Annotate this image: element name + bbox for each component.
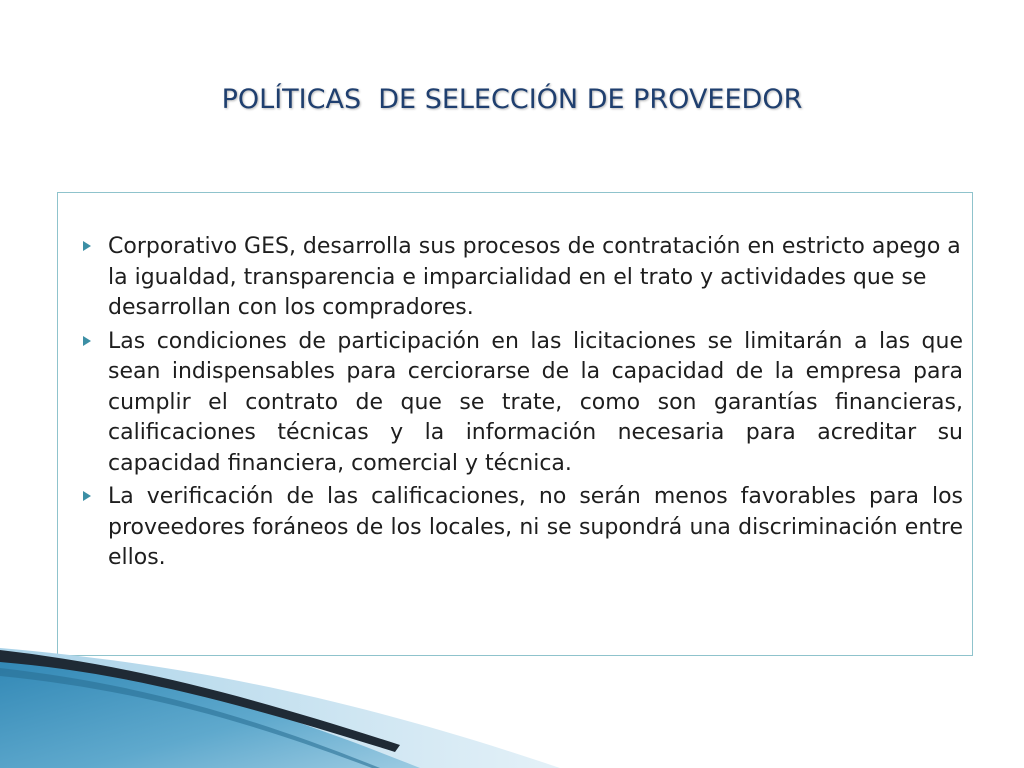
bullet-text: Corporativo GES, desarrolla sus procesos de contratación en estricto apego a la igualdad, transparencia e imparcialidad en el trato y actividades que se desarrollan con los compradores.	[108, 234, 961, 320]
slide-title: POLÍTICAS DE SELECCIÓN DE PROVEEDOR	[221, 84, 803, 115]
bullet-text: Las condiciones de participación en las licitaciones se limitarán a las que sean indispensables para cerciorarse de la capacidad de la empresa para cumplir el contrato de que se trate, como son garantías financieras, calificaciones técnicas y la información necesaria para acreditar su capacidad financiera, comercial y técnica.	[108, 328, 963, 476]
bullet-text: La verificación de las calificaciones, no serán menos favorables para los proveedores foráneos de los locales, ni se supondrá una discriminación entre ellos.	[108, 484, 963, 570]
